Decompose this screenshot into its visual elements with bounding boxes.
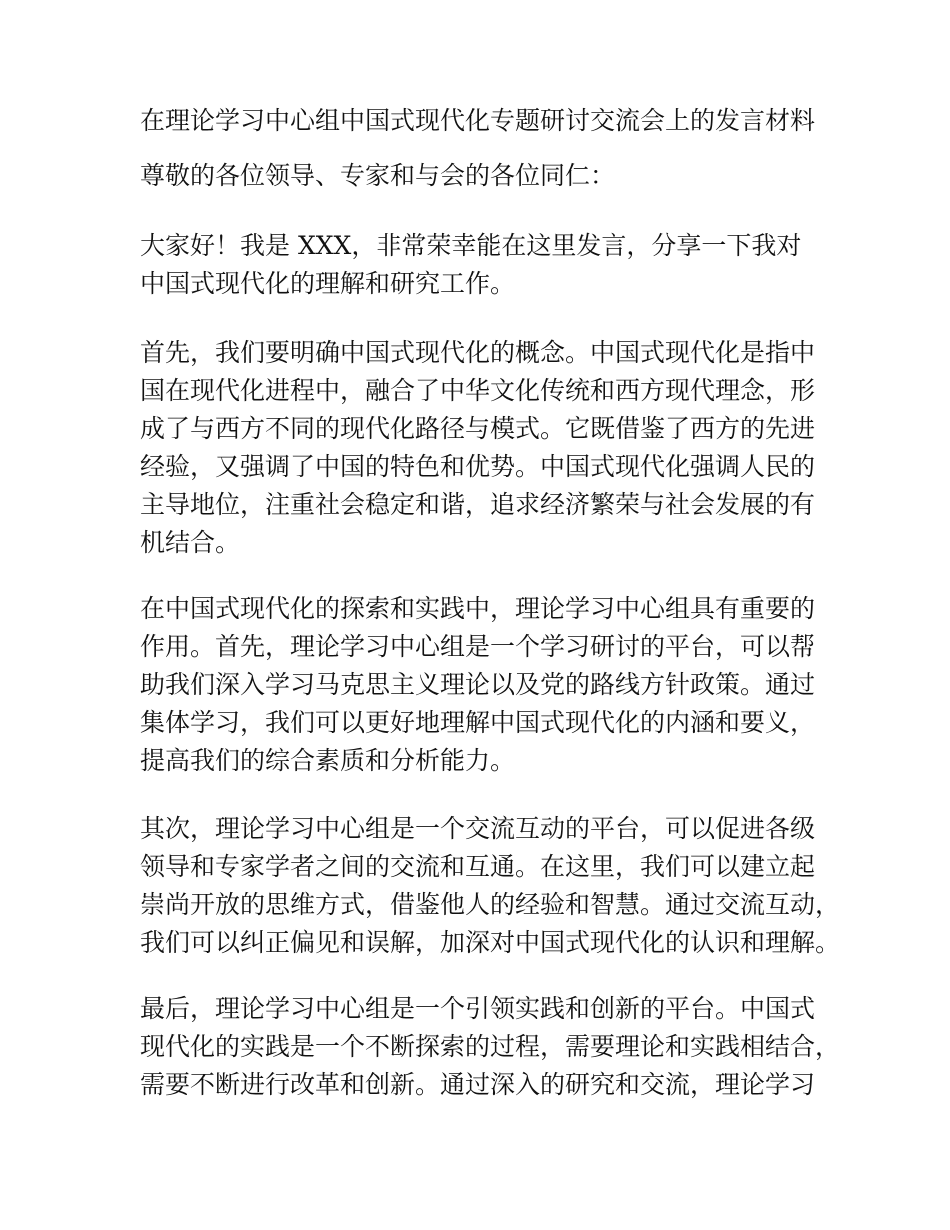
document-title: 在理论学习中心组中国式现代化专题研讨交流会上的发言材料 [140, 106, 816, 135]
paragraph-line: 中国式现代化的理解和研究工作。 [140, 269, 516, 298]
paragraph-line: 集体学习，我们可以更好地理解中国式现代化的内涵和要义， [140, 708, 816, 737]
paragraph-line: 助我们深入学习马克思主义理论以及党的路线方针政策。通过 [140, 670, 816, 699]
paragraph-line: 作用。首先，理论学习中心组是一个学习研讨的平台，可以帮 [140, 632, 816, 661]
paragraph-line: 首先，我们要明确中国式现代化的概念。中国式现代化是指中 [140, 338, 816, 367]
salutation: 尊敬的各位领导、专家和与会的各位同仁： [140, 161, 616, 190]
paragraph-line: 需要不断进行改革和创新。通过深入的研究和交流，理论学习 [140, 1070, 816, 1099]
paragraph-line: 我们可以纠正偏见和误解，加深对中国式现代化的认识和理解。 [140, 928, 841, 957]
paragraph-line: 提高我们的综合素质和分析能力。 [140, 746, 516, 775]
paragraph-line: 大家好！我是 XXX，非常荣幸能在这里发言，分享一下我对 [140, 231, 802, 260]
paragraph-line: 崇尚开放的思维方式，借鉴他人的经验和智慧。通过交流互动， [140, 890, 841, 919]
paragraph-line: 成了与西方不同的现代化路径与模式。它既借鉴了西方的先进 [140, 414, 816, 443]
paragraph-line: 最后，理论学习中心组是一个引领实践和创新的平台。中国式 [140, 994, 816, 1023]
paragraph-line: 其次，理论学习中心组是一个交流互动的平台，可以促进各级 [140, 814, 816, 843]
paragraph-line: 经验，又强调了中国的特色和优势。中国式现代化强调人民的 [140, 452, 816, 481]
paragraph-line: 国在现代化进程中，融合了中华文化传统和西方现代理念，形 [140, 376, 816, 405]
paragraph-line: 现代化的实践是一个不断探索的过程，需要理论和实践相结合， [140, 1032, 841, 1061]
paragraph-line: 主导地位，注重社会稳定和谐，追求经济繁荣与社会发展的有 [140, 490, 816, 519]
paragraph-line: 机结合。 [140, 528, 241, 557]
paragraph-line: 领导和专家学者之间的交流和互通。在这里，我们可以建立起 [140, 852, 816, 881]
paragraph-line: 在中国式现代化的探索和实践中，理论学习中心组具有重要的 [140, 594, 816, 623]
